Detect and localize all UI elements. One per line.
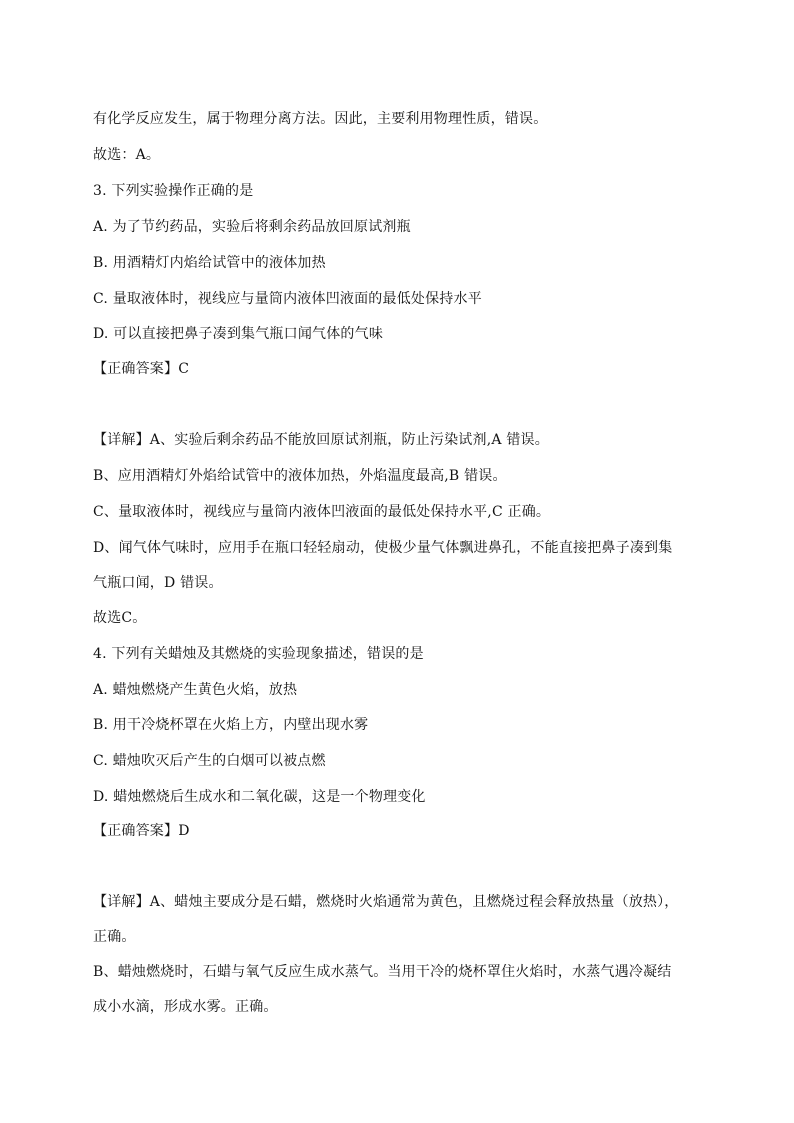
question-4-explanation: 【详解】A、蜡烛主要成分是石蜡，燃烧时火焰通常为黄色，且燃烧过程会释放热量（放热）， <box>93 894 679 910</box>
question-3-answer: 【正确答案】C <box>93 361 190 377</box>
text-line: D、闻气体气味时，应用手在瓶口轻轻扇动，使极少量气体飘进鼻孔，不能直接把鼻子凑到集 <box>93 540 673 556</box>
question-4-stem: 4. 下列有关蜡烛及其燃烧的实验现象描述，错误的是 <box>93 646 424 662</box>
text-line: 有化学反应发生，属于物理分离方法。因此，主要利用物理性质，错误。 <box>93 111 548 127</box>
question-4-option-c: C. 蜡烛吹灭后产生的白烟可以被点燃 <box>93 753 326 769</box>
text-line: 气瓶口闻，D 错误。 <box>93 575 223 591</box>
question-4-answer: 【正确答案】D <box>93 823 190 839</box>
question-3-option-d: D. 可以直接把鼻子凑到集气瓶口闻气体的气味 <box>93 326 384 342</box>
text-line: 故选：A。 <box>93 147 161 163</box>
question-4-option-b: B. 用干冷烧杯罩在火焰上方，内壁出现水雾 <box>93 717 369 733</box>
text-line: 成小水滴，形成水雾。正确。 <box>93 999 278 1015</box>
question-3-explanation: 【详解】A、实验后剩余药品不能放回原试剂瓶，防止污染试剂,A 错误。 <box>93 432 549 448</box>
question-3-stem: 3. 下列实验操作正确的是 <box>93 183 254 199</box>
question-3-option-c: C. 量取液体时，视线应与量筒内液体凹液面的最低处保持水平 <box>93 291 482 307</box>
question-4-option-a: A. 蜡烛燃烧产生黄色火焰，放热 <box>93 682 298 698</box>
text-line: B、蜡烛燃烧时，石蜡与氧气反应生成水蒸气。当用干冷的烧杯罩住火焰时，水蒸气遇冷凝结 <box>93 964 672 980</box>
question-4-option-d: D. 蜡烛燃烧后生成水和二氧化碳，这是一个物理变化 <box>93 789 426 805</box>
question-3-option-b: B. 用酒精灯内焰给试管中的液体加热 <box>93 255 326 271</box>
question-3-option-a: A. 为了节约药品，实验后将剩余药品放回原试剂瓶 <box>93 219 411 235</box>
text-line: C、量取液体时，视线应与量筒内液体凹液面的最低处保持水平,C 正确。 <box>93 504 551 520</box>
text-line: 故选C。 <box>93 610 147 626</box>
text-line: B、应用酒精灯外焰给试管中的液体加热，外焰温度最高,B 错误。 <box>93 468 507 484</box>
text-line: 正确。 <box>93 929 136 945</box>
